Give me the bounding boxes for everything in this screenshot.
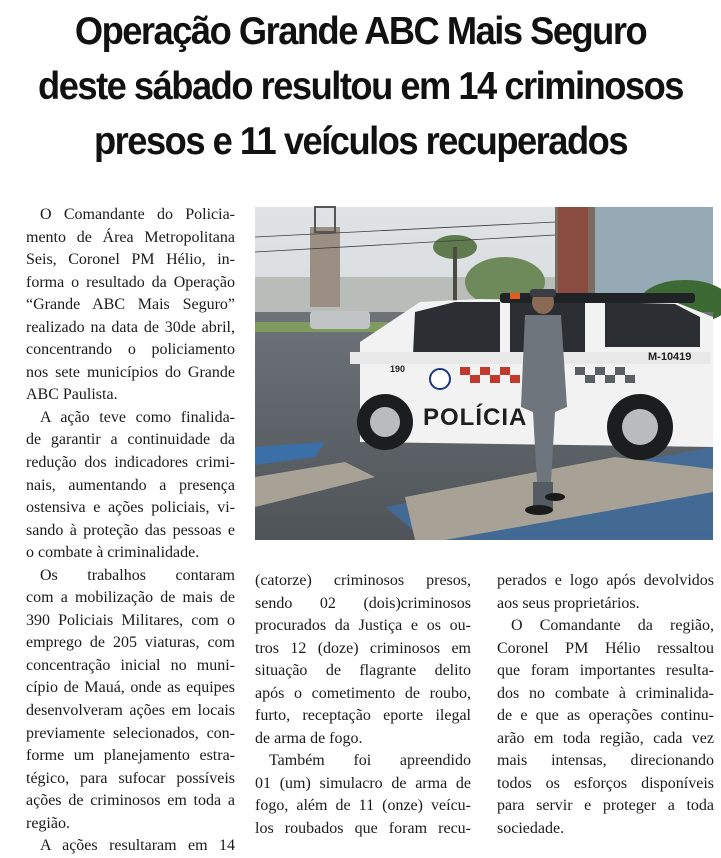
text-line: concentrando o policiamento (26, 341, 235, 359)
text-line: Os trabalhos contaram (40, 566, 235, 584)
text-line: redução dos indicadores crimi- (26, 454, 235, 472)
text-line: procurados da Justiça e os ou- (255, 617, 471, 635)
text-line: para servir e proteger a toda (497, 797, 714, 815)
text-line: mento de Área Metropolitana (26, 228, 235, 246)
text-line: arão em toda região, cada vez (497, 729, 714, 747)
text-line: aos seus proprietários. (497, 594, 640, 612)
text-line: de e que as operações continu- (497, 707, 714, 725)
text-line: todos os esforços disponíveis (497, 774, 714, 792)
headline-line-2: deste sábado resultou em 14 criminosos (38, 65, 683, 108)
text-line: emprego de 205 viaturas, com (26, 634, 235, 652)
text-line: região. (26, 814, 70, 832)
text-line: perados e logo após devolvidos (497, 572, 714, 589)
text-line: nais, aumentando a presença (26, 476, 235, 494)
text-line: Seis, Coronel PM Hélio, in- (26, 251, 235, 269)
text-line: ações de criminosos em toda a (26, 792, 235, 810)
text-line: desenvolveram ações em locais (26, 702, 235, 720)
text-line: Coronel PM Hélio ressaltou (497, 639, 714, 657)
text-line: forma o resultado da Operação (26, 273, 235, 291)
text-line: los roubados que foram recu- (255, 820, 471, 838)
text-line: previamente selecionados, con- (26, 724, 235, 742)
text-line: o combate à criminalidade. (26, 544, 200, 562)
text-line: com a mobilização de mais de (26, 589, 235, 607)
text-line: mais intensas, direcionando (497, 752, 714, 770)
article-column-1 (26, 204, 235, 858)
news-photo (255, 207, 713, 540)
vehicle-small-number: 190 (390, 364, 406, 374)
article-column-3 (497, 570, 714, 841)
text-line: 01 (um) simulacro de arma de (255, 774, 471, 792)
text-line: ABC Paulista. (26, 386, 118, 404)
headline-line-3: presos e 11 veículos recuperados (93, 120, 628, 163)
text-line: furto, receptação eporte ilegal (255, 707, 471, 725)
text-line: que foram importantes resulta- (497, 662, 714, 680)
text-line: A ação teve como finalida- (40, 408, 235, 426)
text-line: de arma de fogo. (255, 729, 363, 747)
text-line: situação de flagrante delito (255, 662, 471, 680)
text-line: sendo 02 (dois)criminosos (255, 594, 471, 612)
text-line: de garantir a continuidade da (26, 431, 235, 449)
text-line: cípio de Mauá, onde as equipes (26, 679, 235, 697)
text-line: tégico, para sufocar possíveis (26, 769, 235, 787)
text-line: O Comandante do Policia- (40, 206, 235, 223)
text-line: Também foi apreendido (269, 752, 471, 770)
text-line: forme um planejamento estra- (26, 747, 235, 765)
text-line: nos sete municípios do Grande (26, 363, 235, 381)
text-line: tros 12 (doze) criminosos em (255, 639, 471, 657)
vehicle-number: M-10419 (648, 351, 692, 363)
text-line: “Grande ABC Mais Seguro” (26, 296, 235, 314)
article-column-2 (255, 570, 471, 841)
text-line: dos no combate à criminalida- (497, 684, 714, 702)
text-line: concentração inicial no muni- (26, 656, 235, 674)
text-line: 390 Policiais Militares, com o (26, 611, 235, 629)
text-line: (catorze) criminosos presos, (255, 572, 471, 589)
text-line: sociedade. (497, 820, 565, 838)
text-line: A ações resultaram em 14 (40, 837, 235, 855)
police-car-photo (255, 207, 713, 540)
headline (25, 4, 696, 169)
text-line: após o cometimento de roubo, (255, 684, 471, 702)
text-line: fogo, além de 11 (onze) veícu- (255, 797, 471, 815)
text-line: sando à proteção das pessoas e (26, 521, 235, 539)
headline-line-1: Operação Grande ABC Mais Seguro (74, 10, 647, 53)
text-line: ostensiva e ações policiais, vi- (26, 499, 235, 517)
text-line: O Comandante da região, (511, 617, 714, 635)
vehicle-label: POLÍCIA (423, 404, 528, 431)
text-line: realizado na data de 30de abril, (26, 318, 235, 336)
